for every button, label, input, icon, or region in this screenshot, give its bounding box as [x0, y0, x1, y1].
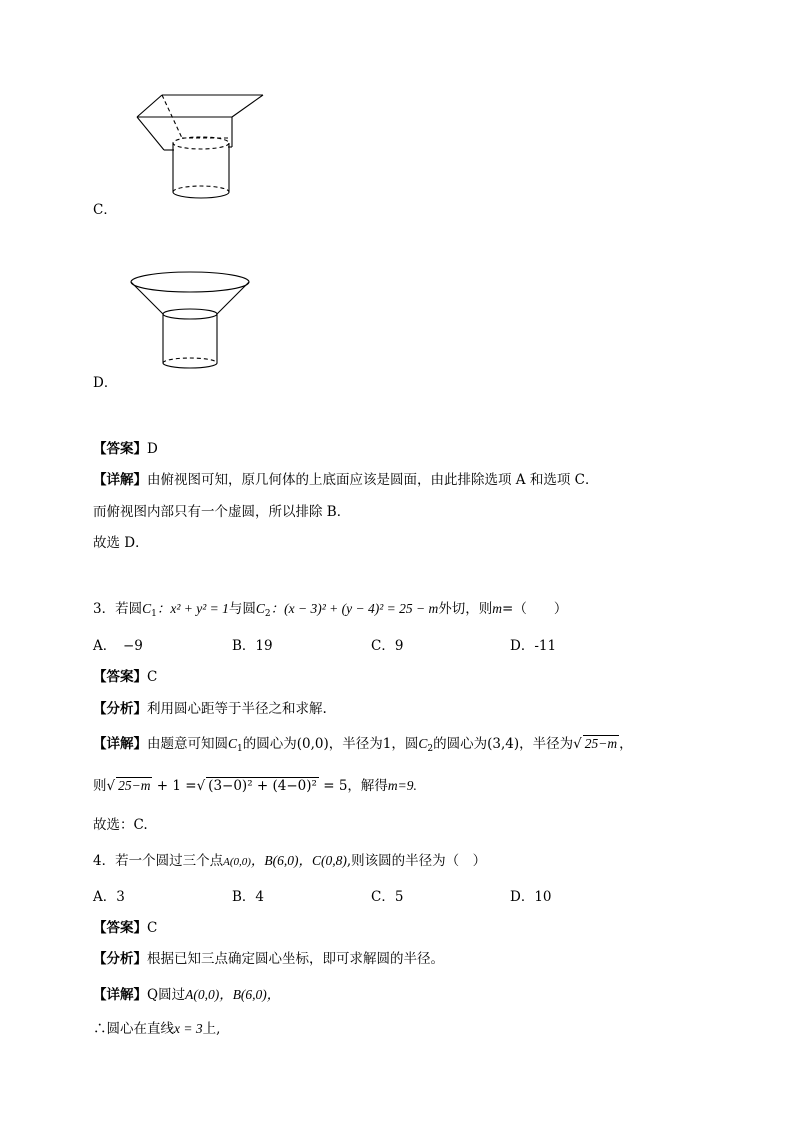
detail-f: ，半径为 [519, 736, 574, 752]
answer-tag: 【答案】 [93, 669, 147, 685]
detail-tag: 【详解】 [93, 987, 147, 1003]
analysis-tag: 【分析】 [93, 951, 147, 967]
analysis-text: 根据已知三点确定圆心坐标，即可求解圆的半径。 [147, 951, 444, 967]
line2-sqrt2: (3−0)² + (4−0)² [208, 778, 317, 794]
q4-option-c[interactable]: C．5 [371, 889, 404, 905]
c2-sub: 2 [264, 609, 271, 619]
option-d-label: D． [93, 375, 118, 391]
q4-analysis [93, 947, 444, 967]
q4-detail-line1 [93, 983, 280, 1003]
stem-suffix: ,则该圆的半径为（ ） [346, 853, 487, 869]
c1-symbol: C [228, 736, 238, 751]
c2-sub: 2 [427, 744, 434, 754]
stem-mid: 与圆 [228, 601, 256, 617]
line2-equation: x = 3 [174, 1021, 203, 1036]
answer-value: C [147, 920, 158, 936]
q3-detail-line2: 则√ 25−m + 1 =√ (3−0)² + (4−0)² = 5，解得m=9. [93, 778, 417, 794]
c1-equation: ：x² + y² = 1 [156, 601, 229, 616]
q3-option-c[interactable]: C．9 [371, 638, 404, 654]
c1-sub: 1 [237, 744, 243, 754]
figure-d-solid [131, 272, 249, 368]
line2-value: =9. [397, 778, 417, 793]
detail-b: 的圆心为 [242, 736, 297, 752]
answer-value: D [147, 441, 158, 457]
detail-tag: 【详解】 [93, 736, 147, 752]
m-symbol: m [492, 601, 503, 616]
line2-sqrt1: 25−m [118, 778, 151, 793]
line2-tail: = 5 [318, 778, 348, 794]
radius1: 1 [382, 736, 392, 752]
q3-option-a[interactable]: A． −9 [93, 638, 143, 654]
point-c: ，C(0,8) [298, 853, 347, 868]
analysis-tag: 【分析】 [93, 701, 147, 717]
q4-answer [93, 916, 157, 936]
detail-tag: 【详解】 [93, 472, 147, 488]
answer-tag: 【答案】 [93, 920, 147, 936]
c2-symbol: C [418, 736, 428, 751]
q3-detail-line1: 【详解】由题意可知圆$C_1$的圆心为(0,0)，半径为1，圆$C_2$的圆心为(3,4)，半径为√ 25−m ， [93, 736, 633, 754]
point-a: A(0,0) [223, 856, 251, 868]
stem-prefix: 3．若圆 [93, 601, 143, 617]
stem-prefix: 4．若一个圆过三个点 [93, 853, 224, 869]
detail-d: ，圆 [391, 736, 419, 752]
stem-suffix: 外切，则 [438, 601, 493, 617]
line2-text: 圆心在直线 [106, 1021, 174, 1037]
sqrt-expression: 25−m [584, 736, 618, 751]
c1-sub: 1 [151, 609, 157, 619]
q3-conclusion: 故选：C. [93, 817, 148, 833]
q2-conclusion: 故选 D． [93, 535, 149, 551]
answer-value: C [147, 669, 158, 685]
detail-text: 圆过 [158, 987, 186, 1003]
q3-analysis [93, 697, 327, 717]
q2-detail-line1 [93, 468, 598, 488]
q4-option-d[interactable]: D．10 [510, 889, 552, 905]
line2-end: 上, [202, 1021, 221, 1037]
therefore-symbol: ∴ [93, 1021, 107, 1037]
center1: (0,0) [296, 736, 329, 752]
q2-answer [93, 437, 158, 457]
analysis-text: 利用圆心距等于半径之和求解. [147, 701, 327, 717]
q2-detail-line2: 而俯视图内部只有一个虚圆，所以排除 B． [93, 504, 351, 520]
line2-solve: ，解得 [347, 778, 388, 794]
detail-points: A(0,0)，B(6,0)， [185, 987, 281, 1002]
because-symbol: Q [147, 987, 159, 1003]
detail-e: 的圆心为 [433, 736, 488, 752]
center2: (3,4) [487, 736, 520, 752]
detail-g: ， [619, 736, 633, 752]
q3-option-d[interactable]: D．-11 [510, 638, 557, 654]
q3-stem [93, 597, 567, 619]
detail-c: ，半径为 [328, 736, 383, 752]
line2-prefix: 则 [93, 778, 107, 794]
q4-option-b[interactable]: B．4 [232, 889, 265, 905]
c1-symbol: C [142, 601, 152, 616]
stem-end: =（ ） [502, 601, 568, 617]
c2-equation: ：(x − 3)² + (y − 4)² = 25 − m [270, 601, 439, 616]
q4-option-a[interactable]: A．3 [93, 889, 125, 905]
option-c-label: C． [93, 202, 117, 218]
q4-detail-line2 [93, 1017, 220, 1037]
detail-text: 由俯视图可知，原几何体的上底面应该是圆面，由此排除选项 A 和选项 C． [147, 472, 599, 488]
c2-symbol: C [255, 601, 265, 616]
q4-stem [93, 849, 486, 869]
q3-option-b[interactable]: B．19 [232, 638, 273, 654]
detail-a: 由题意可知圆 [147, 736, 228, 752]
line2-m: m [387, 778, 398, 793]
line2-mid: + 1 = [152, 778, 197, 794]
q3-answer [93, 665, 157, 685]
answer-tag: 【答案】 [93, 441, 147, 457]
point-b: ，B(6,0) [250, 853, 299, 868]
